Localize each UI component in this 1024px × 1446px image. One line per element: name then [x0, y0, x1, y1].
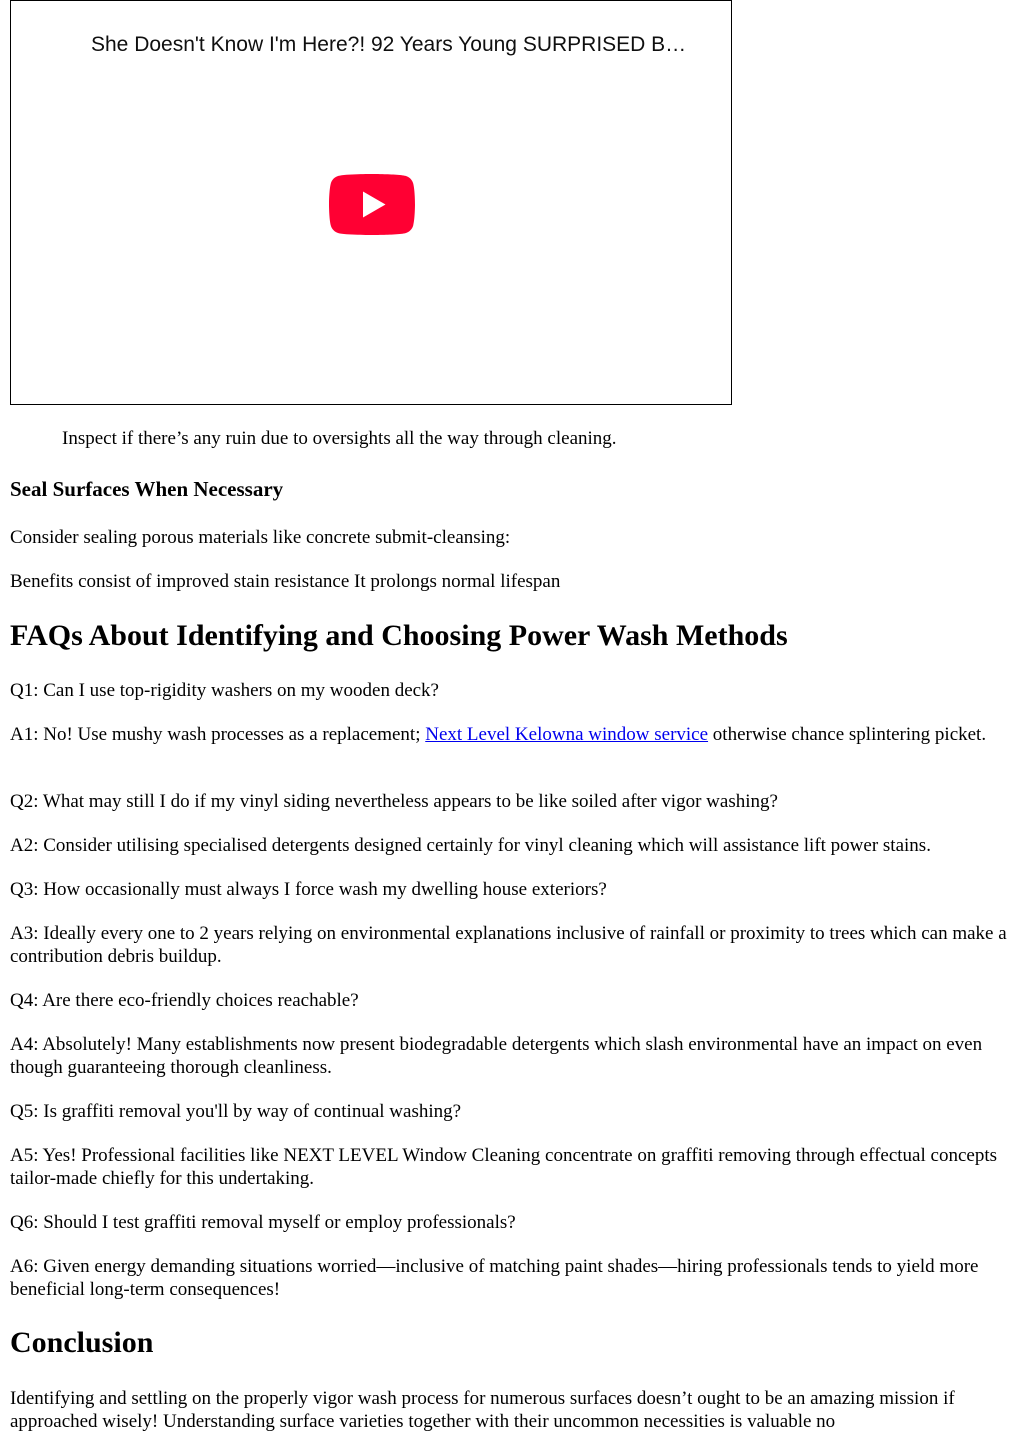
faq-a3: A3: Ideally every one to 2 years relying on environmental explanations inclusive of rainfall or proximity to trees which can make a contribution debris buildup.: [10, 923, 1007, 967]
video-title[interactable]: She Doesn't Know I'm Here?! 92 Years Young SURPRISED B…: [91, 33, 687, 56]
faq-q5: Q5: Is graffiti removal you'll by way of continual washing?: [10, 1101, 462, 1122]
faq-q2: Q2: What may still I do if my vinyl siding nevertheless appears to be like soiled after vigor washing?: [10, 791, 778, 812]
faq-q3: Q3: How occasionally must always I force wash my dwelling house exteriors?: [10, 879, 607, 900]
faq-a5: A5: Yes! Professional facilities like NEXT LEVEL Window Cleaning concentrate on graffiti removing through effectual concepts tailor-made chiefly for this undertaking.: [10, 1145, 997, 1189]
youtube-play-icon[interactable]: [329, 174, 415, 235]
faq-a2: A2: Consider utilising specialised detergents designed certainly for vinyl cleaning which will assistance lift power stains.: [10, 835, 931, 856]
faq-q1: Q1: Can I use top-rigidity washers on my wooden deck?: [10, 680, 439, 701]
faq-a4: A4: Absolutely! Many establishments now present biodegradable detergents which slash environmental have an impact on even though guaranteeing thorough cleanliness.: [10, 1034, 983, 1078]
faq-a1-text-after: otherwise chance splintering picket.: [708, 724, 987, 745]
faq-a1: [10, 723, 1014, 746]
faq-a1-text-before: A1: No! Use mushy wash processes as a replacement;: [10, 724, 426, 745]
faq-q4: Q4: Are there eco-friendly choices reachable?: [10, 990, 359, 1011]
conclusion-heading: Conclusion: [10, 1326, 154, 1359]
seal-paragraph-1: Consider sealing porous materials like concrete submit-cleansing:: [10, 527, 511, 548]
next-level-kelowna-link[interactable]: Next Level Kelowna window service: [425, 724, 709, 745]
seal-paragraph-2: Benefits consist of improved stain resistance It prolongs normal lifespan: [10, 571, 561, 592]
article: [10, 0, 1014, 1432]
intro-line: Inspect if there’s any ruin due to oversights all the way through cleaning.: [62, 428, 617, 449]
conclusion-paragraph: Identifying and settling on the properly vigor wash process for numerous surfaces doesn’t ought to be an amazing mission if approached wisely! Understanding surface varieties together with their uncommon necessities is valuable no: [10, 1388, 955, 1432]
faq-a6: A6: Given energy demanding situations worried—inclusive of matching paint shades—hiring professionals tends to yield more beneficial long-term consequences!: [10, 1256, 979, 1300]
faq-q6: Q6: Should I test graffiti removal myself or employ professionals?: [10, 1212, 516, 1233]
faq-heading: FAQs About Identifying and Choosing Power Wash Methods: [10, 619, 788, 652]
seal-heading: Seal Surfaces When Necessary: [10, 477, 284, 501]
embedded-video[interactable]: [10, 0, 732, 405]
